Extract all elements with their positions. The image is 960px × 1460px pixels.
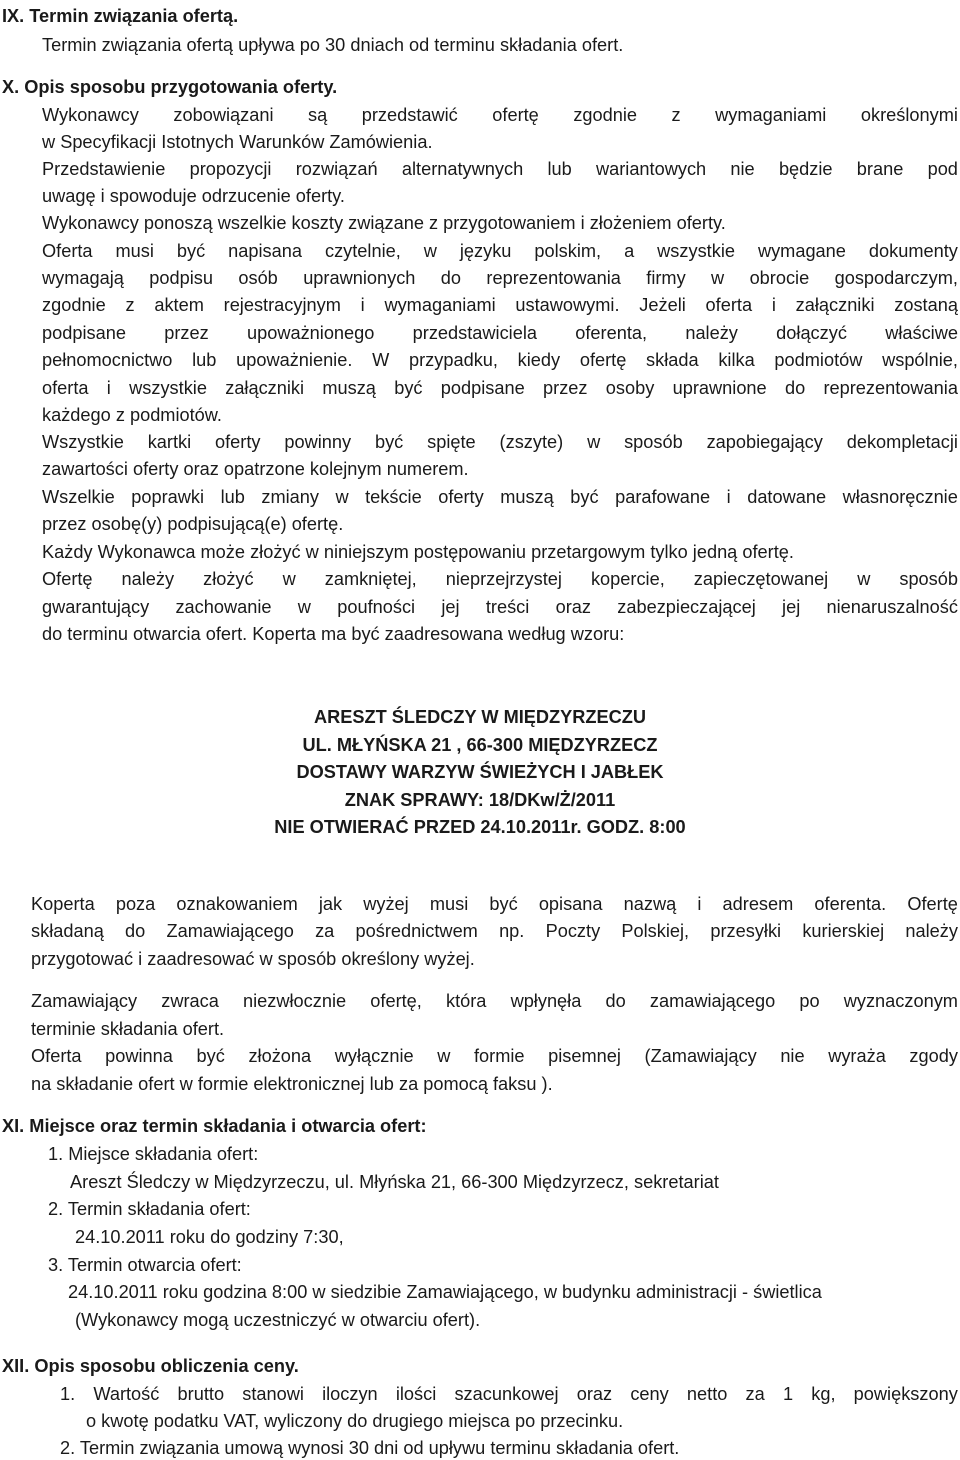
word: będzie [778,159,833,179]
word: Wartość [93,1384,160,1404]
word: reprezentowania [486,268,621,288]
word: zamawiającego [649,991,776,1011]
word: kiedy [517,350,561,370]
word: oferty [215,432,261,452]
word: spięte [427,432,476,452]
word: w [857,569,871,589]
word: szacunkowej [454,1384,559,1404]
paragraph-line [42,486,958,508]
word: polskim, [534,241,602,261]
paragraph-line: zawartości oferty oraz opatrzone kolejnym numerem. [42,459,469,479]
paragraph-line [42,322,958,344]
word: tekście [365,487,422,507]
word: kopercie, [590,569,665,589]
word: parafowane [615,487,711,507]
envelope-line: NIE OTWIERAĆ PRZED 24.10.2011r. GODZ. 8:00 [274,817,686,837]
word: należy [685,323,738,343]
word: Zamawiający [31,991,138,1011]
word: zapieczętowanej [693,569,829,589]
word: Wszystkie [42,432,124,452]
list-item-label: 3. Termin otwarcia ofert: [48,1255,242,1275]
word: Zamawiającego [166,921,294,941]
list-item [60,1383,958,1405]
word: i [360,295,365,315]
paragraph-line [42,596,958,618]
word: netto [686,1384,728,1404]
word: pełnomocnictwo [42,350,173,370]
word: firmy [646,268,686,288]
word: obrocie [749,268,810,288]
word: oferta [42,378,89,398]
word: po [799,991,820,1011]
word: wpłynęła [510,991,582,1011]
word: (zszyte) [499,432,564,452]
word: zapobiegający [706,432,823,452]
word: która [445,991,487,1011]
word: alternatywnych [401,159,524,179]
envelope-line: ZNAK SPRAWY: 18/DKw/Ż/2011 [344,790,616,810]
word: z [125,295,135,315]
word: W [372,350,390,370]
word: wyraża [828,1046,886,1066]
word: wymaganiami [715,105,827,125]
word: wariantowych [595,159,707,179]
word: osoby [605,378,655,398]
word: ofertę [492,105,539,125]
word: Oferta [42,241,93,261]
word: 1 [782,1384,794,1404]
word: muszą [500,487,554,507]
word: do [440,268,462,288]
word: zmiany [261,487,319,507]
word: za [745,1384,765,1404]
envelope-line: ARESZT ŚLEDCZY W MIĘDZYRZECZU [313,707,647,727]
word: iloczyn [322,1384,378,1404]
word: przypadku, [408,350,498,370]
word: uprawnionych [303,268,416,288]
word: poufności [337,597,416,617]
paragraph-line [42,104,958,126]
word: formie [473,1046,525,1066]
word: zobowiązani [173,105,274,125]
section-9-text: Termin związania ofertą upływa po 30 dniach od terminu składania ofert. [42,35,624,55]
word: ofertę [579,350,627,370]
word: brane [856,159,904,179]
word: datowane [747,487,827,507]
list-item-value: 24.10.2011 roku godzina 8:00 w siedzibie Zamawiającego, w budynku administracji - świetlica [68,1282,822,1302]
word: osób [238,268,278,288]
word: opisana [538,894,603,914]
word: treści [485,597,530,617]
word: niezwłocznie [243,991,347,1011]
word: podpisane [42,323,126,343]
word: nieprzejrzystej [445,569,562,589]
word: wymaganiami [384,295,496,315]
word: lub [547,159,572,179]
word: w [282,569,296,589]
word: zgody [909,1046,958,1066]
word: przedstawiciela [412,323,537,343]
word: propozycji [189,159,272,179]
word: ofertę, [370,991,422,1011]
word: w [711,268,725,288]
word: zostaną [894,295,958,315]
word: i [106,378,111,398]
word: podpisu [149,268,213,288]
section-11-heading: XI. Miejsce oraz termin składania i otwarcia ofert: [2,1116,427,1136]
word: nazwą [623,894,677,914]
paragraph-line: terminie składania ofert. [31,1019,225,1039]
word: w [423,241,437,261]
list-item-value: Areszt Śledczy w Międzyrzeczu, ul. Młyńska 21, 66-300 Międzyrzecz, sekretariat [70,1172,719,1192]
paragraph-line [42,349,958,371]
word: należy [905,921,958,941]
list-item: 2. Termin związania umową wynosi 30 dni od upływu terminu składania ofert. [60,1438,680,1458]
paragraph-line [42,240,958,262]
word: załączniki [795,295,875,315]
envelope-line: DOSTAWY WARZYW ŚWIEŻYCH I JABŁEK [296,762,664,782]
word: zachowanie [175,597,272,617]
word: dołączyć [776,323,847,343]
paragraph-line: do terminu otwarcia ofert. Koperta ma być zaadresowana według wzoru: [42,624,625,644]
word: np. [499,921,525,941]
word: są [308,105,328,125]
word: dekompletacji [846,432,958,452]
word: reprezentowania [823,378,958,398]
word: określonymi [860,105,958,125]
paragraph-line [42,158,958,180]
word: kurierskiej [802,921,885,941]
word: Jeżeli [639,295,686,315]
paragraph-line: na składanie ofert w formie elektronicznej lub za pomocą faksu ). [31,1074,553,1094]
word: rejestracyjnym [223,295,341,315]
word: złożyć [203,569,254,589]
word: do [784,378,806,398]
word: powinna [105,1046,173,1066]
word: być [176,241,206,261]
word: zgodnie [42,295,106,315]
word: załączniki [225,378,305,398]
word: wyżej [363,894,409,914]
word: zabezpieczającej [617,597,756,617]
word: sposób [899,569,958,589]
paragraph-line: przygotować i zaadresować w sposób określony wyżej. [31,949,475,969]
paragraph-line: Każdy Wykonawca może złożyć w niniejszym postępowaniu przetargowym tylko jedną ofertę. [42,542,794,562]
envelope-line: UL. MŁYŃSKA 21 , 66-300 MIĘDZYRZECZ [302,735,658,755]
paragraph-line [31,1045,958,1067]
paragraph-line [31,893,958,915]
word: pisemnej [548,1046,621,1066]
word: zamkniętej, [324,569,417,589]
word: oznakowaniem [176,894,298,914]
word: być [394,378,423,398]
word: być [374,432,404,452]
word: musi [429,894,469,914]
word: oferenta. [814,894,887,914]
word: muszą [322,378,376,398]
word: w [335,487,349,507]
word: być [196,1046,225,1066]
paragraph-line [42,267,958,289]
word: (Zamawiający [644,1046,757,1066]
word: musi [115,241,154,261]
word: Wszelkie [42,487,115,507]
word: ilości [395,1384,437,1404]
word: wspólnie, [882,350,958,370]
word: Przedstawienie [42,159,166,179]
list-item-label: 1. Miejsce składania ofert: [48,1144,259,1164]
word: kg, [811,1384,836,1404]
section-9-heading: IX. Termin związania ofertą. [2,6,239,26]
paragraph-line [42,294,958,316]
word: i [771,295,776,315]
paragraph-line: przez osobę(y) podpisującą(e) ofertę. [42,514,344,534]
word: powinny [284,432,352,452]
paragraph-line: każdego z podmiotów. [42,405,222,425]
word: gospodarczym, [834,268,958,288]
list-item: o kwotę podatku VAT, wyliczony do drugiego miejsca po przecinku. [86,1411,624,1431]
paragraph-line [31,920,958,942]
word: i [726,487,731,507]
paragraph-line: uwagę i spowoduje odrzucenie oferty. [42,186,345,206]
word: nienaruszalność [826,597,958,617]
paragraph-line [31,990,958,1012]
word: oferta [705,295,753,315]
word: oraz [555,597,591,617]
word: składa [646,350,699,370]
word: rozwiązań [295,159,378,179]
word: do [125,921,146,941]
word: kartki [147,432,192,452]
word: napisana [228,241,302,261]
word: stanowi [242,1384,304,1404]
word: ustawowymi. [515,295,620,315]
word: powiększony [853,1384,958,1404]
word: sposób [624,432,683,452]
word: własnoręcznie [842,487,958,507]
word: Ofertę [42,569,93,589]
word: oferenta, [575,323,648,343]
word: Poczty [545,921,601,941]
word: wymagają [42,268,124,288]
word: brutto [177,1384,225,1404]
word: języku [459,241,512,261]
word: Ofertę [907,894,958,914]
word: aktem [154,295,204,315]
word: adresem [722,894,794,914]
word: lub [220,487,245,507]
list-item-value: 24.10.2011 roku do godziny 7:30, [75,1227,344,1247]
word: pod [927,159,958,179]
word: w [587,432,601,452]
paragraph-line: w Specyfikacji Istotnych Warunków Zamówienia. [42,132,433,152]
word: upoważnionego [246,323,375,343]
word: podmiotów [774,350,863,370]
word: 1. [60,1384,76,1404]
list-item-label: 2. Termin składania ofert: [48,1199,251,1219]
word: pośrednictwem [355,921,478,941]
word: upoważnienie. [236,350,353,370]
word: a [624,241,635,261]
word: jej [441,597,460,617]
word: gwarantujący [42,597,150,617]
list-item-value: (Wykonawcy mogą uczestniczyć w otwarciu ofert). [75,1310,481,1330]
word: wymagane [757,241,846,261]
section-10-heading: X. Opis sposobu przygotowania oferty. [2,77,338,97]
word: oraz [576,1384,613,1404]
word: nie [730,159,755,179]
word: ceny [630,1384,669,1404]
paragraph-line [42,377,958,399]
paragraph-line: Wykonawcy ponoszą wszelkie koszty związane z przygotowaniem i złożeniem oferty. [42,213,726,233]
word: za [315,921,335,941]
word: Polskiej, [621,921,690,941]
word: w [297,597,311,617]
word: przedstawić [361,105,458,125]
word: poprawki [131,487,205,507]
word: dokumenty [868,241,958,261]
word: być [570,487,599,507]
word: wszystkie [657,241,735,261]
word: przez [164,323,209,343]
word: poza [115,894,156,914]
word: nie [780,1046,805,1066]
word: w [437,1046,451,1066]
word: wszystkie [129,378,207,398]
paragraph-line [42,568,958,590]
word: oferty [438,487,484,507]
paragraph-line [42,431,958,453]
word: czytelnie, [324,241,401,261]
word: składaną [31,921,104,941]
word: złożona [248,1046,312,1066]
section-12-heading: XII. Opis sposobu obliczenia ceny. [2,1356,299,1376]
word: Wykonawcy [42,105,139,125]
word: wyznaczonym [843,991,958,1011]
word: do [605,991,626,1011]
word: być [489,894,518,914]
word: przez [543,378,588,398]
word: podpisane [440,378,525,398]
word: jej [782,597,801,617]
word: zgodnie [573,105,638,125]
word: kilka [718,350,755,370]
word: uprawnione [672,378,767,398]
word: wyłącznie [334,1046,414,1066]
word: z [671,105,681,125]
word: jak [318,894,343,914]
word: zwraca [161,991,219,1011]
word: i [697,894,702,914]
word: właściwe [885,323,958,343]
word: przesyłki [710,921,782,941]
word: Oferta [31,1046,82,1066]
word: Koperta [31,894,95,914]
word: należy [121,569,175,589]
word: lub [192,350,217,370]
